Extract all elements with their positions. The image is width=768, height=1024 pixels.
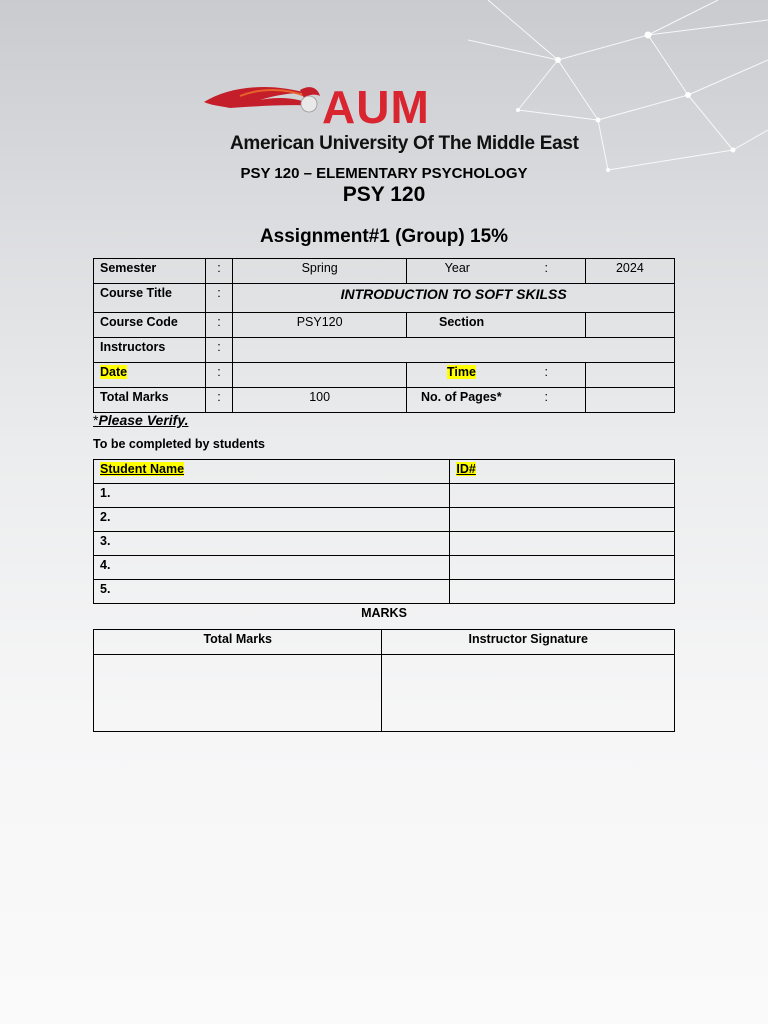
table-row [94, 363, 675, 388]
table-row [94, 508, 675, 532]
pages-value[interactable] [585, 388, 674, 413]
course-line: PSY 120 – ELEMENTARY PSYCHOLOGY [240, 165, 528, 182]
date-label-cell [94, 363, 206, 388]
instructors-value[interactable] [233, 338, 675, 363]
verify-note [93, 412, 188, 428]
id-header-cell [450, 460, 675, 484]
colon: : [205, 388, 233, 413]
table-row [94, 284, 675, 313]
students-note: To be completed by students [93, 437, 266, 451]
colon: : [508, 259, 586, 284]
course-code-heading: PSY 120 [342, 183, 426, 206]
total-marks-label: Total Marks [94, 388, 206, 413]
table-row [94, 313, 675, 338]
student-id-cell[interactable] [450, 484, 675, 508]
student-id-cell[interactable] [450, 508, 675, 532]
colon: : [508, 388, 586, 413]
student-name-header: Student Name [100, 462, 185, 476]
signature-header: Instructor Signature [382, 630, 675, 655]
year-value[interactable]: 2024 [585, 259, 674, 284]
total-marks-header: Total Marks [94, 630, 382, 655]
university-name: American University Of The Middle East [230, 133, 579, 154]
colon: : [205, 363, 233, 388]
section-label: Section [407, 313, 586, 338]
course-title-label: Course Title [94, 284, 206, 313]
logo-text: AUM [322, 81, 430, 133]
table-row [94, 580, 675, 604]
table-row [94, 655, 675, 732]
total-marks-value[interactable]: 100 [233, 388, 407, 413]
table-row [94, 556, 675, 580]
semester-label: Semester [94, 259, 206, 284]
signature-entry[interactable] [382, 655, 675, 732]
colon: : [508, 363, 586, 388]
pages-label: No. of Pages* [407, 388, 508, 413]
date-label: Date [100, 365, 128, 379]
id-header: ID# [456, 462, 476, 476]
student-id-cell[interactable] [450, 580, 675, 604]
section-value[interactable] [585, 313, 674, 338]
network-graphic [468, 0, 768, 190]
colon: : [205, 338, 233, 363]
student-name-header-cell [94, 460, 450, 484]
table-row [94, 484, 675, 508]
verify-text: Please Verify. [98, 412, 189, 428]
student-id-cell[interactable] [450, 532, 675, 556]
course-title-value[interactable]: INTRODUCTION TO SOFT SKILSS [233, 284, 675, 313]
student-id-cell[interactable] [450, 556, 675, 580]
student-name-cell[interactable]: 1. [94, 484, 450, 508]
table-header-row [94, 630, 675, 655]
table-row [94, 532, 675, 556]
student-name-cell[interactable]: 5. [94, 580, 450, 604]
marks-label: MARKS [361, 606, 407, 620]
student-name-cell[interactable]: 4. [94, 556, 450, 580]
total-marks-entry[interactable] [94, 655, 382, 732]
table-row [94, 388, 675, 413]
instructors-label: Instructors [94, 338, 206, 363]
semester-value[interactable]: Spring [233, 259, 407, 284]
students-table [93, 459, 675, 604]
date-value[interactable] [233, 363, 407, 388]
course-code-value[interactable]: PSY120 [233, 313, 407, 338]
colon: : [205, 313, 233, 338]
colon: : [205, 259, 233, 284]
table-header-row [94, 460, 675, 484]
student-name-cell[interactable]: 2. [94, 508, 450, 532]
year-label: Year [407, 259, 508, 284]
time-value[interactable] [585, 363, 674, 388]
assignment-title: Assignment#1 (Group) 15% [259, 226, 509, 247]
table-row [94, 259, 675, 284]
table-row [94, 338, 675, 363]
course-info-table [93, 258, 675, 413]
marks-table [93, 629, 675, 732]
verify-star: * [93, 412, 99, 428]
time-label: Time [447, 365, 476, 379]
student-name-cell[interactable]: 3. [94, 532, 450, 556]
colon: : [205, 284, 233, 313]
time-label-cell [407, 363, 508, 388]
course-code-label: Course Code [94, 313, 206, 338]
